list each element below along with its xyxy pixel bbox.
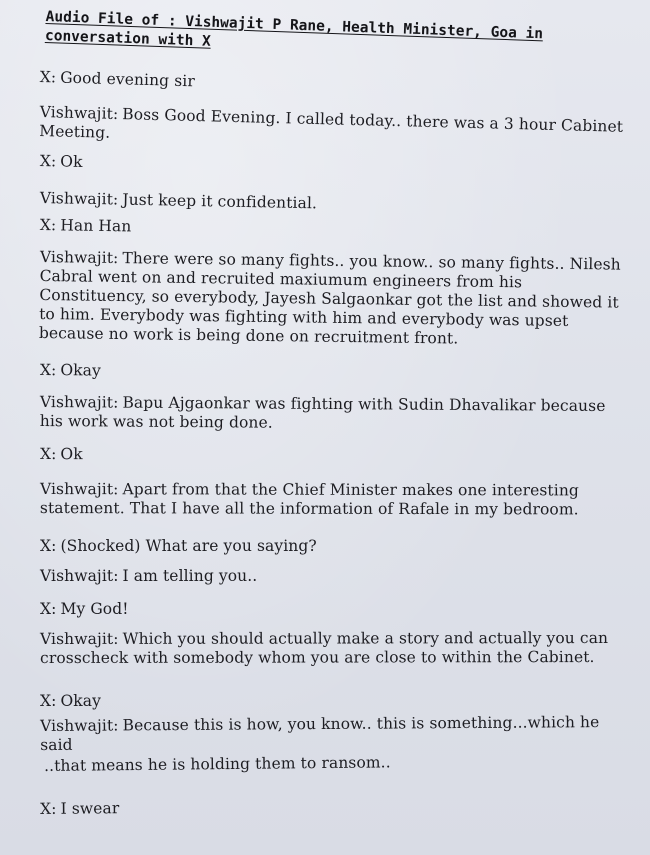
transcript-line-11 (40, 537, 630, 556)
transcript-line-17 (40, 751, 630, 776)
transcript-line-10 (40, 480, 630, 520)
speaker-label: X: (39, 445, 57, 464)
line-text: ..that means he is holding them to ransom.. (43, 753, 391, 775)
transcript-line-2 (39, 103, 630, 156)
line-text: Just keep it confidential. (122, 190, 318, 213)
speaker-label: Vishwajit: (40, 716, 119, 735)
speaker-label: X: (39, 68, 57, 87)
document-title: Audio File of : Vishwajit P Rane, Health Minister, Goa in conversation with X (44, 8, 544, 50)
transcript-line-18 (40, 794, 630, 819)
speaker-label: Vishwajit: (39, 248, 119, 268)
speaker-label: X: (40, 799, 57, 818)
transcript-line-5 (40, 216, 630, 244)
line-text: Okay (60, 692, 101, 710)
transcript-line-15 (40, 692, 630, 711)
line-text: Bapu Ajgaonkar was fighting with Sudin Dhavalikar because his work was not being done. (39, 393, 606, 432)
speaker-label: Vishwajit: (39, 189, 119, 209)
speaker-label: Vishwajit: (39, 103, 119, 123)
line-text: Han Han (60, 216, 132, 236)
transcript-line-14 (40, 629, 630, 668)
speaker-label: X: (39, 216, 57, 235)
speaker-label: X: (39, 152, 57, 171)
speaker-label: Vishwajit: (39, 480, 119, 499)
line-text: Boss Good Evening. I called today.. there was a 3 hour Cabinet Meeting. (39, 105, 624, 142)
line-text: There were so many fights.. you know.. so many fights.. Nilesh Cabral went on and recruited maxiumum engineers from his Constituency, so everybody, Jayesh Salgaonkar got the list and showed it to him. Everybody was fighting with him and everybody was upset because no work is being done on recruitment front. (38, 249, 621, 348)
speaker-label: X: (40, 692, 57, 710)
speaker-label: X: (39, 361, 57, 380)
line-text: My God! (60, 600, 129, 618)
transcript-line-9 (40, 445, 630, 467)
line-text: Because this is how, you know.. this is something...which he said (40, 713, 600, 754)
speaker-label: X: (40, 600, 57, 618)
speaker-label: X: (40, 537, 57, 555)
line-text: (Shocked) What are you saying? (60, 537, 317, 555)
transcript-line-1 (39, 68, 629, 103)
transcript-line-12 (40, 567, 630, 586)
line-text: Which you should actually make a story and actually you can crosscheck with somebody whom you are close to within the Cabinet. (40, 629, 609, 667)
speaker-label: Vishwajit: (40, 567, 119, 585)
speaker-label: Vishwajit: (39, 393, 119, 412)
line-text: Ok (60, 152, 83, 171)
line-text: Okay (60, 361, 101, 380)
line-text: Good evening sir (59, 68, 196, 91)
line-text: I swear (60, 799, 120, 818)
transcript-line-4 (40, 189, 630, 219)
transcript-line-13 (40, 600, 630, 619)
transcript-line-8 (40, 393, 630, 435)
line-text: Apart from that the Chief Minister makes one interesting statement. That I have all the information of Rafale in my bedroom. (39, 480, 579, 519)
transcript-line-3 (40, 152, 630, 183)
speaker-label: Vishwajit: (40, 629, 119, 648)
line-text: Ok (60, 445, 83, 464)
transcript-line-16 (40, 713, 630, 755)
transcript-line-7 (40, 361, 630, 385)
transcript-line-6 (39, 248, 630, 351)
line-text: I am telling you.. (122, 567, 258, 585)
